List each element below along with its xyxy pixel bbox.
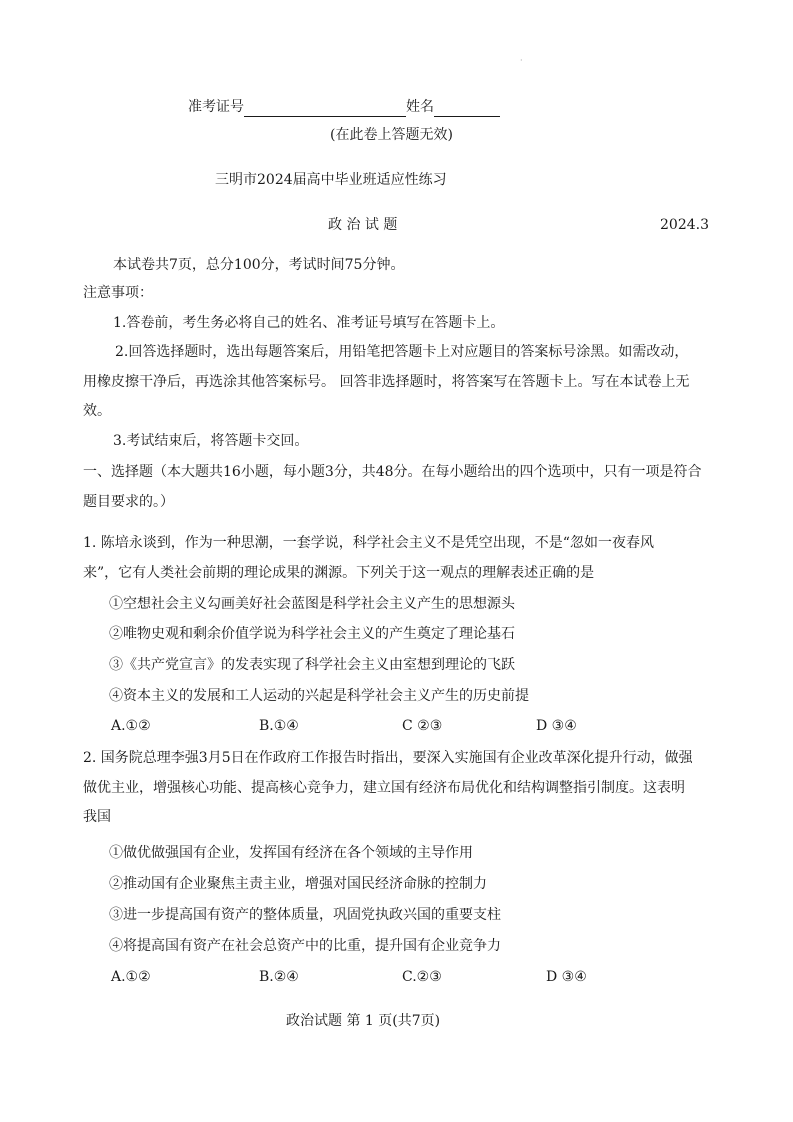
q1-option-c: C ②③	[402, 718, 443, 734]
notice-item-2-line-3: 效。	[83, 403, 111, 419]
q1-item-2: ②唯物史观和剩余价值学说为科学社会主义的产生奠定了理论基石	[109, 626, 515, 642]
scan-mark: ·	[520, 56, 523, 65]
q1-item-4: ④资本主义的发展和工人运动的兴起是科学社会主义产生的历史前提	[109, 688, 529, 704]
paper-summary: 本试卷共7页，总分100分，考试时间75分钟。	[113, 257, 405, 273]
notice-item-1: 1.答卷前，考生务必将自己的姓名、准考证号填写在答题卡上。	[113, 315, 505, 331]
subject-title: 政 治 试 题	[328, 217, 398, 233]
invalid-note: (在此卷上答题无效)	[330, 127, 453, 143]
q1-option-d: D ③④	[536, 718, 577, 734]
exam-title: 三明市2024届高中毕业班适应性练习	[215, 172, 447, 188]
q2-option-c: C.②③	[402, 969, 442, 985]
q2-option-d: D ③④	[546, 969, 587, 985]
q1-stem-line-1: 1. 陈培永谈到，作为一种思潮，一套学说，科学社会主义不是凭空出现，不是“忽如一夜春风	[83, 535, 654, 551]
q2-option-b: B.②④	[259, 969, 299, 985]
q2-item-3: ③进一步提高国有资产的整体质量，巩固党执政兴国的重要支柱	[109, 907, 501, 923]
q2-item-2: ②推动国有企业聚焦主责主业，增强对国民经济命脉的控制力	[109, 876, 487, 892]
notice-title: 注意事项：	[83, 285, 153, 301]
q2-stem-line-3: 我国	[83, 809, 111, 825]
page-footer: 政治试题 第 1 页(共7页)	[286, 1013, 441, 1029]
q1-item-3: ③《共产党宣言》的发表实现了科学社会主义由室想到理论的飞跃	[109, 657, 515, 673]
section-heading-line-2: 题目要求的。）	[83, 494, 174, 510]
q2-stem-line-1: 2. 国务院总理李强3月5日在作政府工作报告时指出，要深入实施国有企业改革深化提升行动，做强	[83, 750, 693, 766]
q2-item-1: ①做优做强国有企业，发挥国有经济在各个领域的主导作用	[109, 845, 473, 861]
q2-option-a: A.①②	[111, 969, 151, 985]
notice-item-2-line-1: 2.回答选择题时，选出每题答案后，用铅笔把答题卡上对应题目的答案标号涂黑。如需改动，	[115, 344, 689, 360]
name-label: 姓名	[406, 99, 434, 115]
exam-number-label: 准考证号	[188, 99, 244, 115]
notice-item-2-line-2: 用橡皮擦干净后，再选涂其他答案标号。 回答非选择题时，将答案写在答题卡上。写在本试卷上无	[83, 374, 690, 390]
q1-stem-line-2: 来”，它有人类社会前期的理论成果的渊源。下列关于这一观点的理解表述正确的是	[83, 565, 595, 581]
exam-number-blank[interactable]	[244, 100, 406, 117]
exam-info-line	[188, 97, 500, 117]
q2-item-4: ④将提高国有资产在社会总资产中的比重，提升国有企业竞争力	[109, 938, 501, 954]
q1-item-1: ①空想社会主义勾画美好社会蓝图是科学社会主义产生的思想源头	[109, 596, 515, 612]
q1-option-a: A.①②	[111, 718, 151, 734]
q1-option-b: B.①④	[259, 718, 299, 734]
notice-item-3: 3.考试结束后，将答题卡交回。	[113, 433, 309, 449]
name-blank[interactable]	[434, 100, 500, 117]
exam-date: 2024.3	[660, 217, 709, 233]
section-heading-line-1: 一、选择题（本大题共16小题，每小题3分，共48分。在每小题给出的四个选项中，只有一项是符合	[83, 464, 702, 480]
q2-stem-line-2: 做优主业，增强核心功能、提高核心竞争力，建立国有经济布局优化和结构调整指引制度。这表明	[83, 780, 685, 796]
